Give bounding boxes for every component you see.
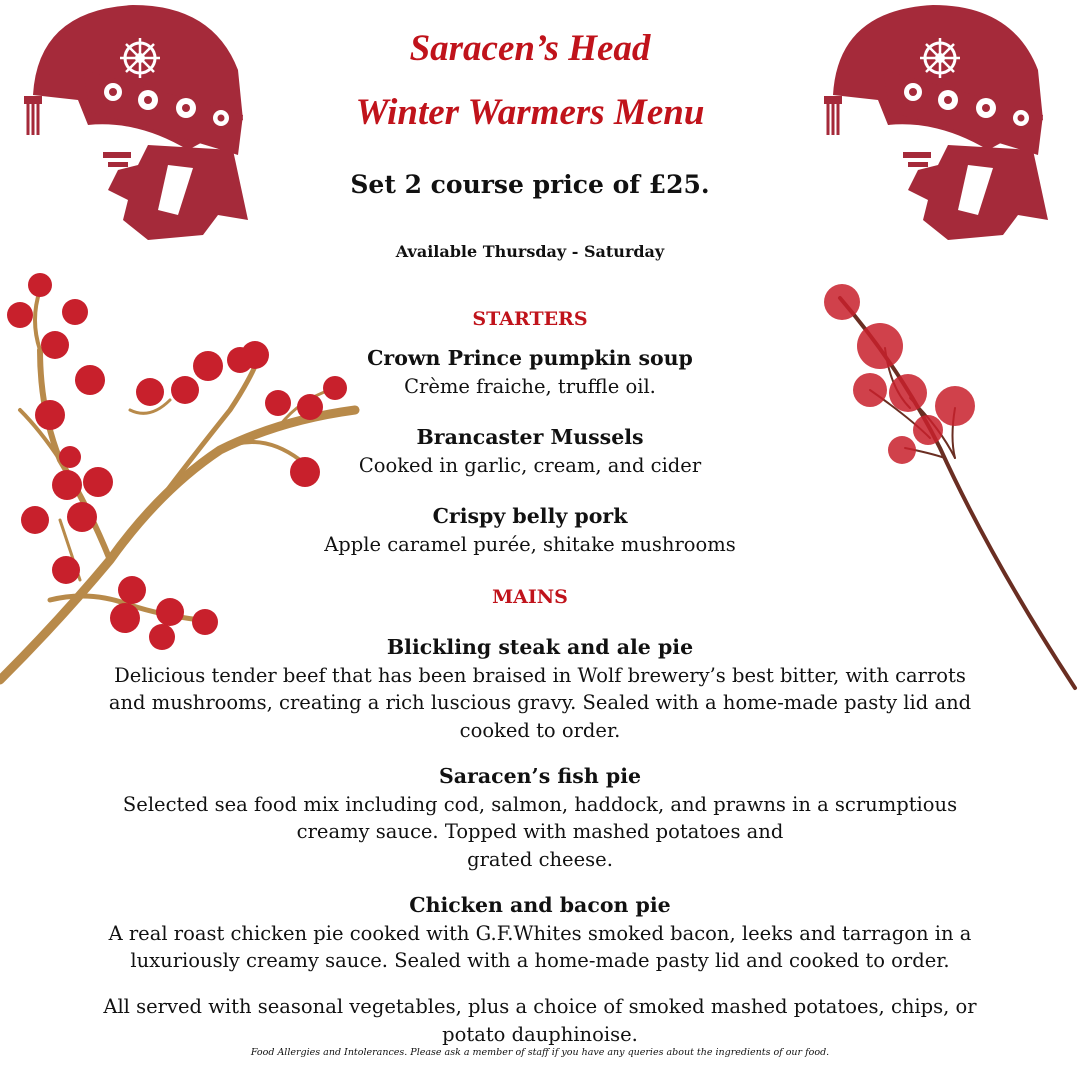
dish-description-line: and mushrooms, creating a rich luscious gravy. Sealed with a home-made pasty lid and bbox=[108, 691, 972, 714]
menu-item bbox=[100, 634, 980, 744]
menu-item bbox=[260, 503, 800, 558]
starters-heading: STARTERS bbox=[472, 308, 588, 330]
served-with-line: All served with seasonal vegetables, plus a choice of smoked mashed potatoes, chips, or bbox=[103, 995, 977, 1018]
set-price: Set 2 course price of £25. bbox=[350, 170, 710, 199]
dish-description: Crème fraiche, truffle oil. bbox=[404, 374, 656, 398]
dish-description-line: grated cheese. bbox=[467, 847, 613, 871]
menu-item bbox=[260, 345, 800, 400]
dish-description-line: luxuriously creamy sauce. Sealed with a home-made pasty lid and cooked to order. bbox=[130, 949, 950, 972]
menu-item bbox=[100, 763, 980, 873]
dish-name: Chicken and bacon pie bbox=[409, 893, 671, 917]
saracens-head-logo-icon bbox=[818, 0, 1053, 250]
dish-name: Blickling steak and ale pie bbox=[386, 635, 694, 659]
dish-description: Cooked in garlic, cream, and cider bbox=[358, 453, 702, 477]
dish-name: Crown Prince pumpkin soup bbox=[367, 346, 693, 370]
dish-name: Saracen’s fish pie bbox=[438, 764, 642, 788]
dish-description-line: creamy sauce. Topped with mashed potatoes and bbox=[296, 820, 784, 843]
availability-text: Available Thursday - Saturday bbox=[395, 242, 665, 261]
dish-description-line: Delicious tender beef that has been braised in Wolf brewery’s best bitter, with carrots bbox=[114, 663, 966, 687]
served-with-note bbox=[90, 993, 990, 1048]
saracens-head-logo-icon bbox=[18, 0, 253, 250]
allergy-note: Food Allergies and Intolerances. Please ask a member of staff if you have any queries about the ingredients of our food. bbox=[250, 1047, 830, 1058]
restaurant-name: Saracen’s Head bbox=[409, 28, 651, 69]
dish-name: Crispy belly pork bbox=[432, 504, 628, 528]
dish-name: Brancaster Mussels bbox=[416, 425, 644, 449]
dish-description-line: Selected sea food mix including cod, salmon, haddock, and prawns in a scrumptious bbox=[122, 792, 958, 816]
dish-description-line: cooked to order. bbox=[459, 718, 621, 742]
served-with-line: potato dauphinoise. bbox=[442, 1022, 638, 1046]
mains-heading: MAINS bbox=[492, 586, 568, 608]
dish-description-line: A real roast chicken pie cooked with G.F.Whites smoked bacon, leeks and tarragon in a bbox=[108, 921, 972, 945]
dish-description: Apple caramel purée, shitake mushrooms bbox=[324, 532, 736, 556]
menu-item bbox=[260, 424, 800, 479]
menu-title: Winter Warmers Menu bbox=[355, 92, 705, 133]
menu-item bbox=[100, 892, 980, 975]
